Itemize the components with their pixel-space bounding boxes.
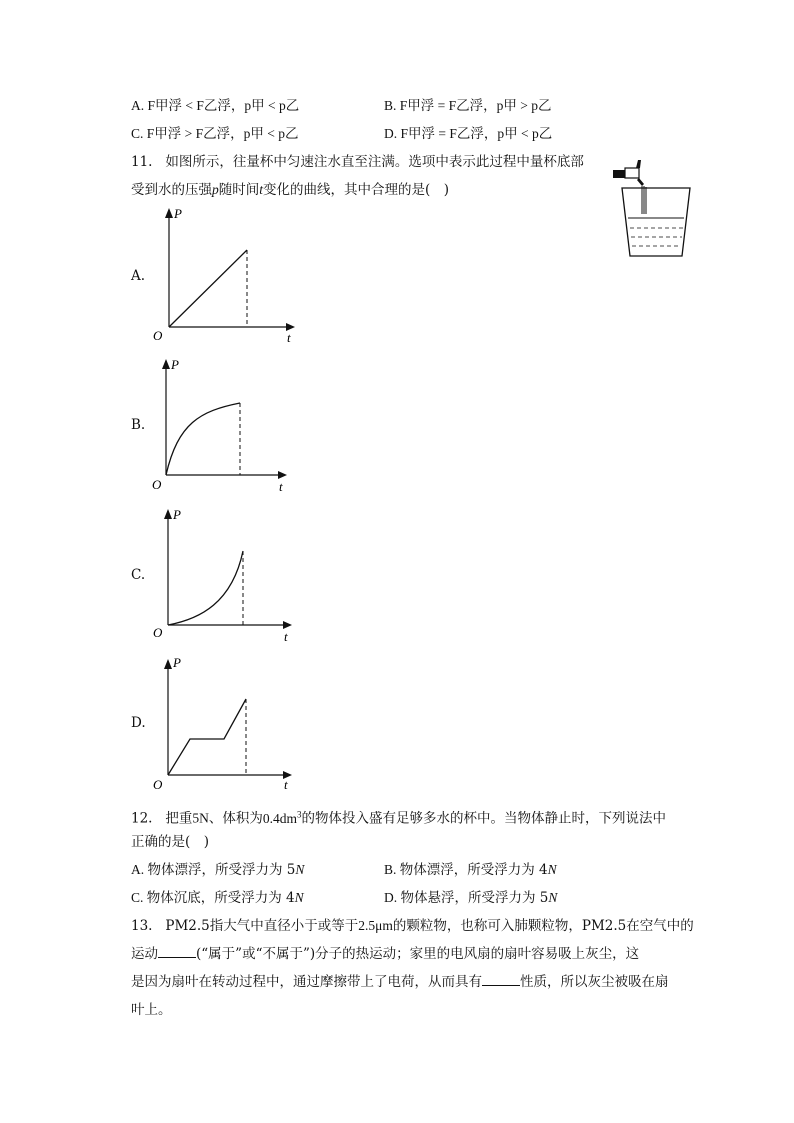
chart-b-curve	[166, 403, 240, 475]
q11-chart-c	[150, 503, 300, 645]
q11-stem-line2: 受到水的压强p随时间t变化的曲线，其中合理的是( )	[131, 182, 450, 198]
q11-number: 11.	[131, 154, 153, 170]
q12-stem-line2: 正确的是( )	[131, 834, 210, 850]
chart-a-y-label: P	[174, 206, 182, 221]
q12-option-b: B. 物体漂浮，所受浮力为 4N	[384, 862, 557, 878]
q11-chart-d	[150, 651, 300, 793]
q13-stem-line4: 叶上。	[131, 1002, 172, 1018]
q11-option-d-label: D.	[131, 715, 146, 731]
q13-stem-line2: 运动 (“属于”或“不属于”)分子的热运动；家里的电风扇的扇叶容易吸上灰尘，这	[131, 946, 640, 962]
chart-d-origin: O	[153, 777, 163, 792]
q12-number: 12.	[131, 810, 153, 827]
q11-chart-b	[150, 353, 300, 495]
q11-chart-a	[150, 204, 300, 346]
q10-option-b: B. F甲浮 = F乙浮，p甲 > p乙	[384, 98, 552, 113]
chart-d-curve	[168, 699, 246, 775]
chart-a-curve	[169, 250, 247, 327]
q12-option-d: D. 物体悬浮，所受浮力为 5N	[384, 890, 558, 906]
q13-stem-line3: 是因为扇叶在转动过程中，通过摩擦带上了电荷，从而具有 性质，所以灰尘被吸在扇	[131, 974, 669, 990]
chart-b-origin: O	[152, 477, 162, 492]
chart-a-origin: O	[153, 328, 163, 343]
chart-a-x-label: t	[287, 330, 291, 345]
chart-d-x-label: t	[284, 777, 288, 792]
q13-number: 13.	[131, 918, 153, 934]
q11-stem-line1: 11. 如图所示，往量杯中匀速注水直至注满。选项中表示此过程中量杯底部	[131, 154, 584, 170]
q11-option-a-label: A.	[131, 268, 146, 284]
q13-blank-1[interactable]	[158, 944, 196, 958]
q11-option-c-label: C.	[131, 567, 146, 583]
chart-c-origin: O	[153, 625, 163, 640]
chart-c-x-label: t	[284, 629, 288, 644]
chart-c-y-label: P	[173, 507, 181, 522]
chart-b-y-label: P	[171, 357, 179, 372]
chart-b-x-label: t	[279, 479, 283, 494]
q13-blank-2[interactable]	[482, 972, 520, 986]
q10-option-c: C. F甲浮 > F乙浮，p甲 < p乙	[131, 126, 299, 141]
q12-stem-line1: 12. 把重5N、体积为$0.4dm^3$的物体投入盛有足够多水的杯中。当物体静止时，下列说法中	[131, 809, 666, 827]
q12-option-a: A. 物体漂浮，所受浮力为 5N	[131, 862, 305, 878]
chart-d-y-label: P	[173, 655, 181, 670]
q10-option-a: A. F甲浮 < F乙浮，p甲 < p乙	[131, 98, 300, 113]
chart-c-curve	[168, 551, 243, 625]
q11-option-b-label: B.	[131, 417, 146, 433]
beaker-faucet-figure	[608, 156, 694, 262]
q12-option-c: C. 物体沉底，所受浮力为 4N	[131, 890, 304, 906]
q13-stem-line1: 13. PM2.5指大气中直径小于或等于2.5μm的颗粒物，也称可入肺颗粒物，PM2.5在空气中的	[131, 918, 694, 934]
q10-option-d: D. F甲浮 = F乙浮，p甲 < p乙	[384, 126, 553, 141]
